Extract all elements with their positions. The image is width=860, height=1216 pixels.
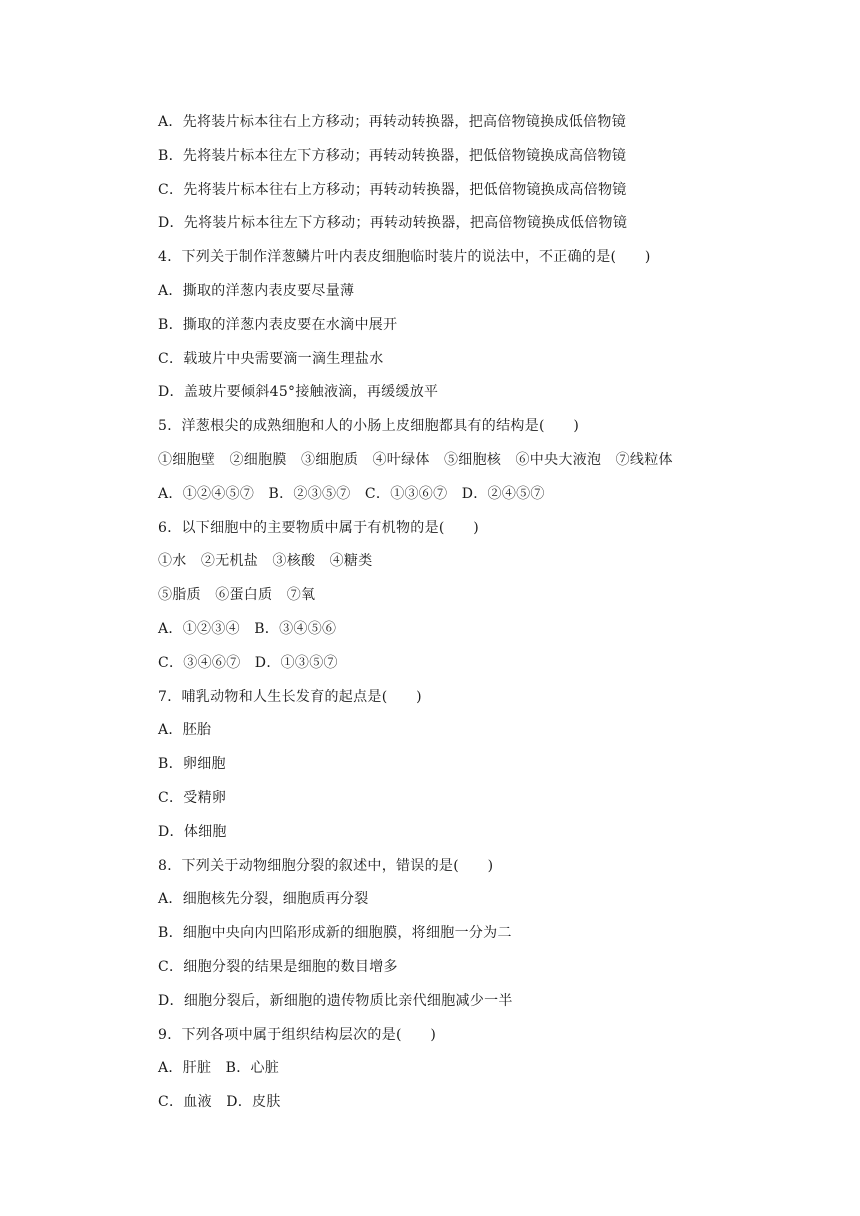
option-line: A．肝脏 B．心脏	[158, 1060, 280, 1077]
option-line: D．体细胞	[158, 823, 227, 840]
question-text-block	[158, 109, 758, 1123]
option-line: C．先将装片标本往右上方移动；再转动转换器，把低倍物镜换成高倍物镜	[158, 181, 627, 198]
option-line: C．载玻片中央需要滴一滴生理盐水	[158, 350, 384, 367]
option-line: A．先将装片标本往右上方移动；再转动转换器，把高倍物镜换成低倍物镜	[158, 114, 627, 130]
option-line: C．血液 D．皮肤	[158, 1094, 281, 1111]
question-stem: 5．洋葱根尖的成熟细胞和人的小肠上皮细胞都具有的结构是( )	[158, 418, 580, 435]
option-line: C．细胞分裂的结果是细胞的数目增多	[158, 958, 398, 975]
option-line: A．①②③④ B．③④⑤⑥	[158, 620, 337, 637]
option-line: A．胚胎	[158, 722, 212, 739]
option-line: A．细胞核先分裂，细胞质再分裂	[158, 891, 369, 908]
question-stem: 8．下列关于动物细胞分裂的叙述中，错误的是( )	[158, 857, 494, 874]
option-line: B．卵细胞	[158, 756, 226, 773]
question-stem: 6．以下细胞中的主要物质中属于有机物的是( )	[158, 519, 480, 536]
option-line: C．③④⑥⑦ D．①③⑤⑦	[158, 654, 338, 671]
option-line: D．细胞分裂后，新细胞的遗传物质比亲代细胞减少一半	[158, 992, 513, 1009]
option-line: D．先将装片标本往左下方移动；再转动转换器，把高倍物镜换成低倍物镜	[158, 215, 628, 232]
option-line: B．撕取的洋葱内表皮要在水滴中展开	[158, 316, 398, 333]
option-line: B．细胞中央向内凹陷形成新的细胞膜，将细胞一分为二	[158, 925, 512, 942]
item-list-line: ⑤脂质 ⑥蛋白质 ⑦氧	[158, 587, 316, 604]
option-line: A．①②④⑤⑦ B．②③⑤⑦ C．①③⑥⑦ D．②④⑤⑦	[158, 485, 545, 502]
option-line: B．先将装片标本往左下方移动；再转动转换器，把低倍物镜换成高倍物镜	[158, 147, 627, 164]
option-line: A．撕取的洋葱内表皮要尽量薄	[158, 282, 355, 299]
item-list-line: ①水 ②无机盐 ③核酸 ④糖类	[158, 553, 373, 570]
question-stem: 9．下列各项中属于组织结构层次的是( )	[158, 1026, 437, 1043]
question-stem: 7．哺乳动物和人生长发育的起点是( )	[158, 688, 422, 705]
option-line: D．盖玻片要倾斜45°接触液滴，再缓缓放平	[158, 384, 439, 401]
question-stem: 4．下列关于制作洋葱鳞片叶内表皮细胞临时装片的说法中，不正确的是( )	[158, 249, 651, 266]
option-line: C．受精卵	[158, 789, 227, 806]
item-list-line: ①细胞壁 ②细胞膜 ③细胞质 ④叶绿体 ⑤细胞核 ⑥中央大液泡 ⑦线粒体	[158, 451, 673, 468]
